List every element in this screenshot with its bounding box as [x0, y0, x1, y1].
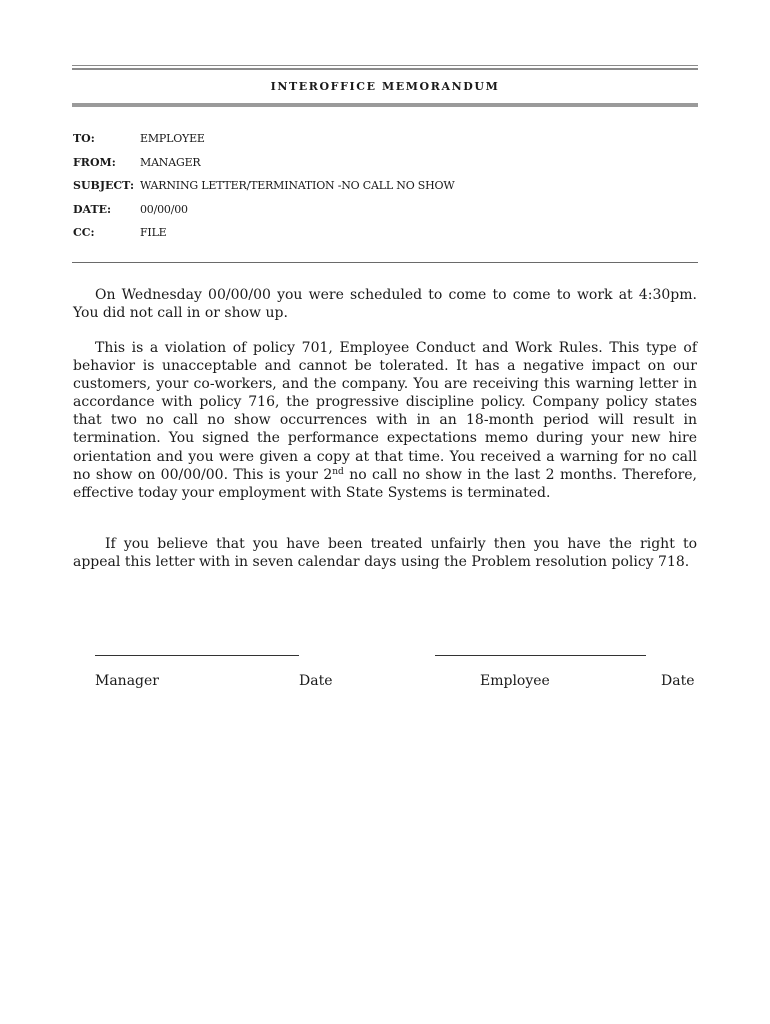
top-double-rule — [72, 65, 698, 70]
manager-date-label: Date — [299, 673, 333, 689]
field-row-cc — [73, 226, 698, 250]
body-paragraph-2-text: This is a violation of policy 701, Employee Conduct and Work Rules. This type of behavior is unacceptable and cannot be tolerated. It has a negative impact on our customers, your co-workers, and the company. You are receiving this warning letter in accordance with policy 716, the progressive discipline policy. Company policy states that two no call no show occurrences with in an 18-month period will result in termination. You signed the performance expectations memo during your new hire orientation and you were given a copy at that time. You received a warning for no call no show on 00/00/00. This is your 2 — [73, 340, 697, 483]
field-value-subject: WARNING LETTER/TERMINATION -NO CALL NO SHOW — [140, 179, 455, 192]
body-paragraph-2 — [73, 339, 697, 502]
employee-date-label: Date — [661, 673, 695, 689]
header-divider — [72, 262, 698, 263]
field-label-date: DATE: — [73, 202, 112, 216]
field-label-from: FROM: — [73, 155, 116, 169]
body-paragraph-2-text-end: no call no show in the last 2 months. Therefore, effective today your employment with State Systems is terminated. — [73, 466, 698, 501]
field-value-from: MANAGER — [140, 155, 201, 169]
manager-label: Manager — [95, 673, 159, 689]
field-value-to: EMPLOYEE — [140, 132, 205, 145]
memo-header-fields — [73, 132, 698, 250]
field-value-cc: FILE — [140, 226, 167, 239]
memo-title: INTEROFFICE MEMORANDUM — [270, 80, 500, 93]
ordinal-suffix: nd — [332, 466, 344, 477]
employee-label: Employee — [480, 673, 550, 689]
body-paragraph-3-text: If you believe that you have been treated unfairly then you have the right to appeal this letter with in seven calendar days using the Problem resolution policy 718. — [73, 536, 697, 571]
field-row-date — [73, 203, 698, 227]
field-label-to: TO: — [73, 132, 95, 145]
employee-signature-line — [435, 655, 646, 656]
field-value-date: 00/00/00 — [140, 202, 188, 216]
field-label-subject: SUBJECT: — [73, 179, 135, 192]
field-label-cc: CC: — [73, 226, 95, 239]
title-bottom-rule — [72, 103, 698, 107]
body-paragraph-1-text: On Wednesday 00/00/00 you were scheduled to come to come to work at 4:30pm. You did not call in or show up. — [73, 287, 697, 322]
body-paragraph-1 — [73, 286, 697, 322]
body-paragraph-3 — [73, 535, 697, 571]
field-row-from — [73, 156, 698, 180]
field-row-subject — [73, 179, 698, 203]
field-row-to — [73, 132, 698, 156]
manager-signature-line — [95, 655, 299, 656]
